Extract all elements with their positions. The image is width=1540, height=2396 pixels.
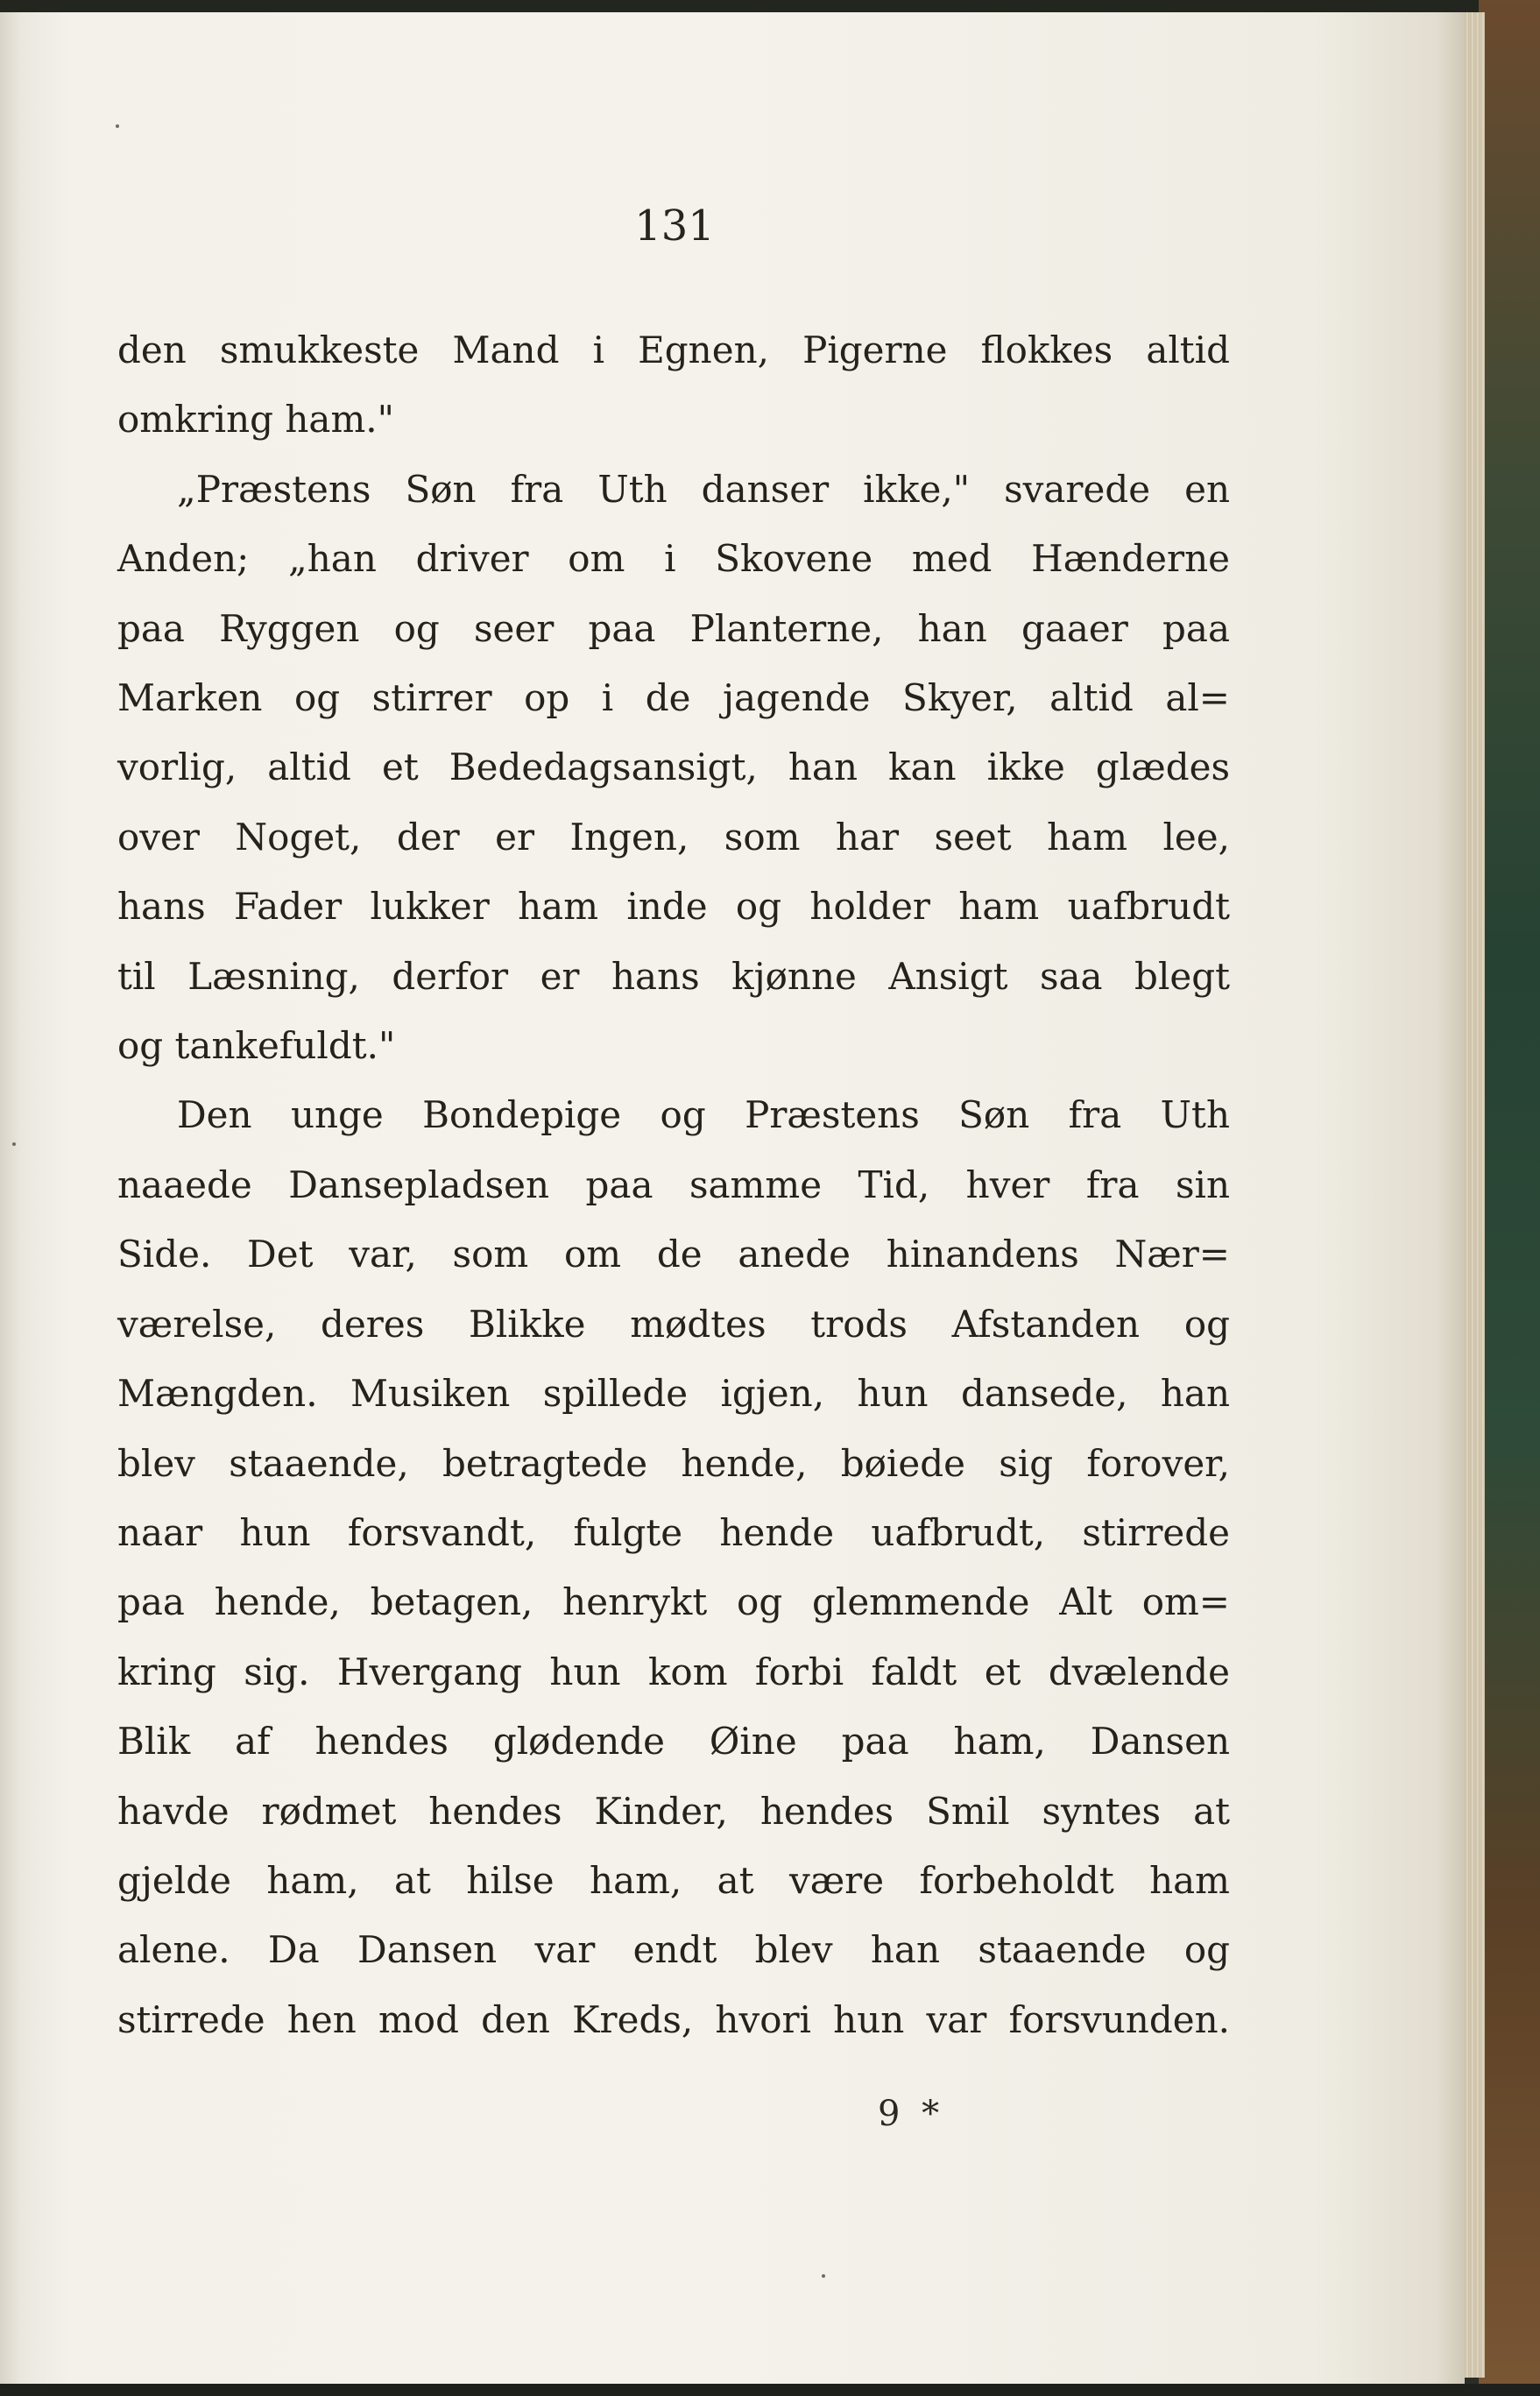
text-line: Blik af hendes glødende Øine paa ham, Dansen [117,1720,1230,1763]
text-line: hans Fader lukker ham inde og holder ham uafbrudt [117,885,1230,929]
text-line: paa hende, betagen, henrykt og glemmende Alt om= [117,1580,1230,1624]
text-line: gjelde ham, at hilse ham, at være forbeholdt ham [117,1858,1230,1902]
paper-speck [12,1142,16,1146]
text-line: den smukkeste Mand i Egnen, Pigerne flokkes altid [117,329,1230,371]
text-line: Den unge Bondepige og Præstens Søn fra Uth [177,1093,1230,1137]
text-line: alene. Da Dansen var endt blev han staaende og [117,1928,1230,1972]
text-line: vorlig, altid et Bededagsansigt, han kan ikke glædes [117,746,1230,789]
text-line: blev staaende, betragtede hende, bøiede sig forover, [117,1441,1230,1485]
text-line: værelse, deres Blikke mødtes trods Afstanden og [117,1302,1230,1346]
body-text [117,315,1230,2054]
scan-background-top [0,0,1540,12]
text-line: Mængden. Musiken spillede igjen, hun dansede, han [117,1372,1230,1416]
paper-speck [822,2274,825,2278]
text-line: „Præstens Søn fra Uth danser ikke," svarede en [177,467,1230,511]
text-line: over Noget, der er Ingen, som har seet ham lee, [117,815,1230,859]
text-line: havde rødmet hendes Kinder, hendes Smil syntes at [117,1789,1230,1833]
text-line: omkring ham." [117,398,394,442]
signature-mark: 9 * [878,2094,945,2134]
text-line: naaede Dansepladsen paa samme Tid, hver fra sin [117,1163,1230,1206]
book-cover-edge [1479,0,1540,2396]
text-line: naar hun forsvandt, fulgte hende uafbrudt, stirrede [117,1510,1230,1554]
text-line: Anden; „han driver om i Skovene med Hænderne [117,537,1230,581]
text-line: og tankefuldt." [117,1024,396,1068]
text-line: til Læsning, derfor er hans kjønne Ansigt saa blegt [117,954,1230,998]
paper-speck [116,124,119,128]
scan-background-bottom [0,2384,1540,2396]
text-line: kring sig. Hvergang hun kom forbi faldt et dvælende [117,1650,1230,1693]
text-line: stirrede hen mod den Kreds, hvori hun var forsvunden. [117,1997,1230,2041]
text-line: Side. Det var, som om de anede hinandens Nær= [117,1233,1230,1276]
text-line: Marken og stirrer op i de jagende Skyer, altid al= [117,676,1230,720]
page-number: 131 [634,201,715,251]
text-line: paa Ryggen og seer paa Planterne, han gaaer paa [117,606,1230,650]
